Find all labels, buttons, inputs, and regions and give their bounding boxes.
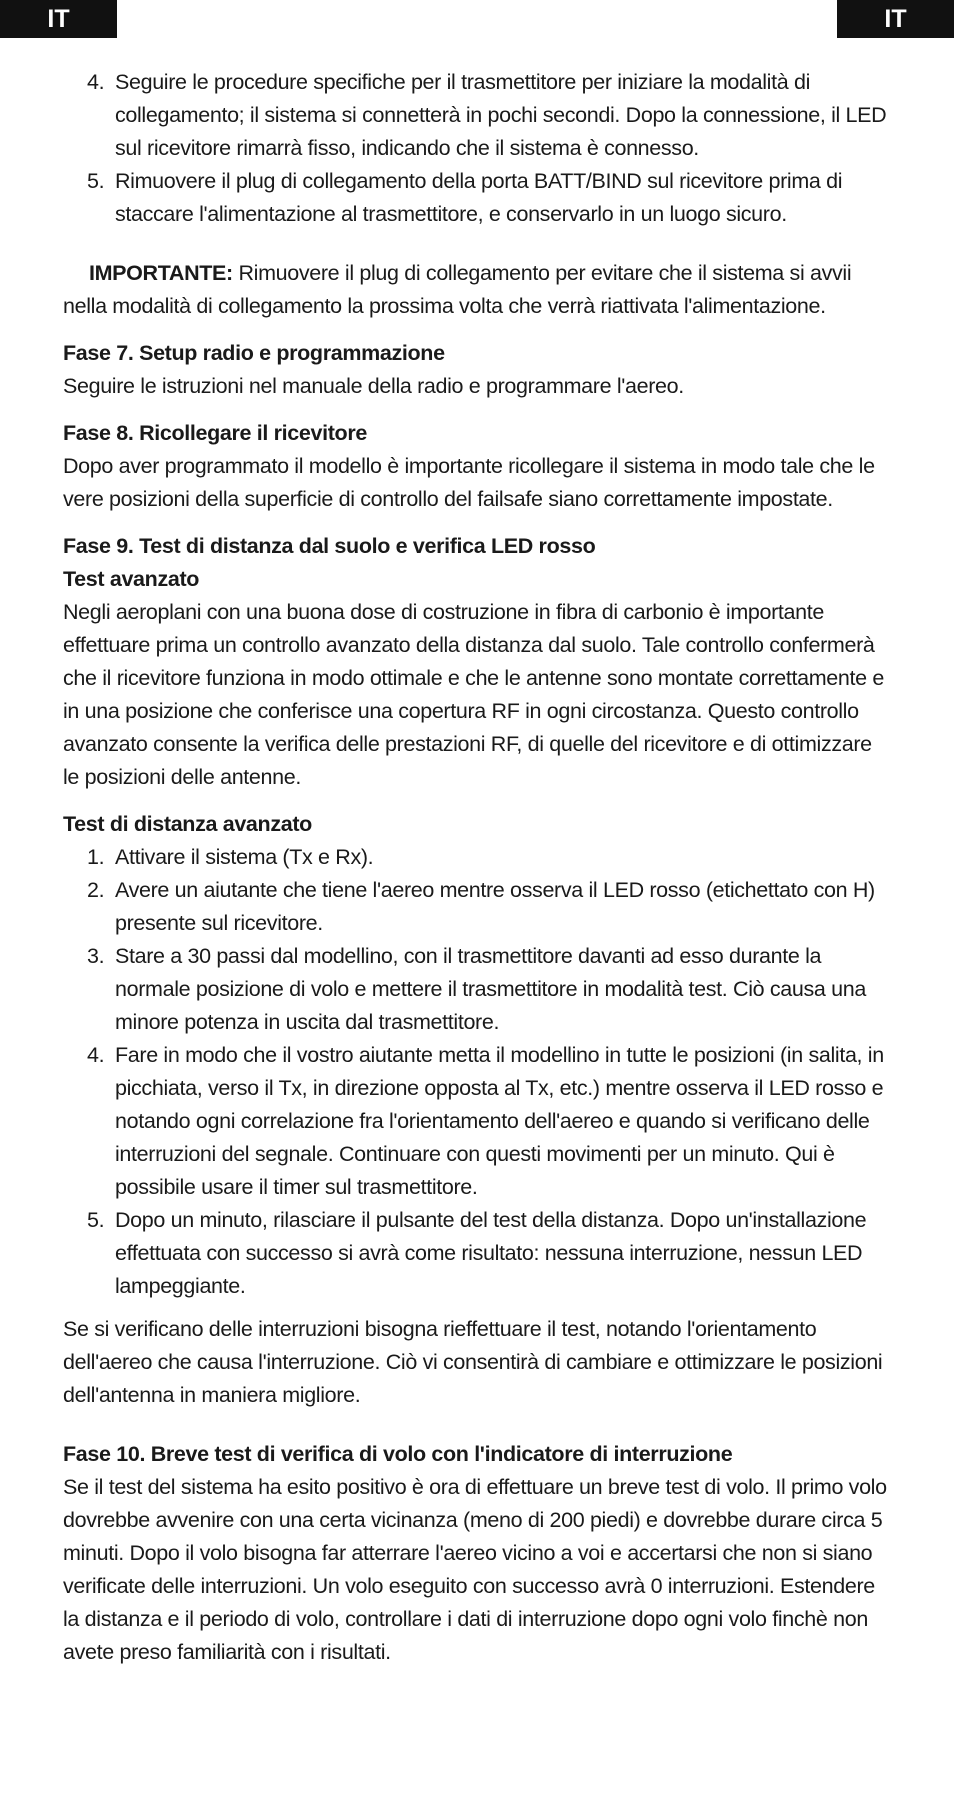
list-text: Rimuovere il plug di collegamento della porta BATT/BIND sul ricevitore prima di staccare l'alimentazione al trasmettitore, e conservarlo in un luogo sicuro. <box>115 169 843 226</box>
language-tab-left: IT <box>0 0 117 38</box>
list-item <box>63 874 893 940</box>
list-item <box>63 1204 893 1303</box>
language-tab-right: IT <box>837 0 954 38</box>
list-number: 2. <box>87 878 105 902</box>
list-text: Stare a 30 passi dal modellino, con il trasmettitore davanti ad esso durante la normale posizione di volo e mettere il trasmettitore in modalità test. Ciò causa una minore potenza in uscita dal trasmettitore. <box>115 944 866 1034</box>
step8-heading: Fase 8. Ricollegare il ricevitore <box>63 421 367 445</box>
list-number: 4. <box>87 1043 105 1067</box>
list-item <box>63 940 893 1039</box>
step9-text: Negli aeroplani con una buona dose di costruzione in fibra di carbonio è importante effettuare prima un controllo avanzato della distanza dal suolo. Tale controllo confermerà che il ricevitore funziona in modo ottimale e che le antenne sono montate correttamente e in una posizione che conferisce una copertura RF in ogni circostanza. Questo controllo avanzato consente la verifica delle prestazioni RF, di quelle del ricevitore e di ottimizzare le posizioni delle antenne. <box>63 600 884 789</box>
step10-text: Se il test del sistema ha esito positivo è ora di effettuare un breve test di volo. Il primo volo dovrebbe avvenire con una certa vicinanza (meno di 200 piedi) e dovrebbe durare circa 5 minuti. Dopo il volo bisogna far atterrare l'aereo vicino a voi e accertarsi che non si siano verificate delle interruzioni. Un volo eseguito con successo avrà 0 interruzioni. Estendere la distanza e il periodo di volo, controllare i dati di interruzione dopo ogni volo finchè non avete preso familiarità con i risultati. <box>63 1475 887 1664</box>
list-number: 5. <box>87 1208 105 1232</box>
list-item <box>63 165 893 231</box>
important-label: IMPORTANTE: <box>89 261 233 285</box>
step8-text: Dopo aver programmato il modello è importante ricollegare il sistema in modo tale che le vere posizioni della superficie di controllo del failsafe siano correttamente impostate. <box>63 454 875 511</box>
list-item <box>63 1039 893 1204</box>
list-number: 3. <box>87 944 105 968</box>
list-text: Attivare il sistema (Tx e Rx). <box>115 845 374 869</box>
bind-steps-list <box>63 66 893 231</box>
range-test-heading: Test di distanza avanzato <box>63 812 312 836</box>
list-number: 5. <box>87 169 105 193</box>
range-test-after-text: Se si verificano delle interruzioni bisogna rieffettuare il test, notando l'orientamento dell'aereo che causa l'interruzione. Ciò vi consentirà di cambiare e ottimizzare le posizioni dell'antenna in maniera migliore. <box>63 1317 883 1407</box>
step9-subheading: Test avanzato <box>63 567 200 591</box>
list-number: 1. <box>87 845 105 869</box>
list-text: Fare in modo che il vostro aiutante metta il modellino in tutte le posizioni (in salita, in picchiata, verso il Tx, in direzione opposta al Tx, etc.) mentre osserva il LED rosso e notando ogni correlazione fra l'orientamento dell'aereo e quando si verificano delle interruzioni del segnale. Continuare con questi movimenti per un minuto. Qui è possibile usare il timer sul trasmettitore. <box>115 1043 884 1199</box>
step9-heading: Fase 9. Test di distanza dal suolo e verifica LED rosso <box>63 534 596 558</box>
list-number: 4. <box>87 70 105 94</box>
step10-heading: Fase 10. Breve test di verifica di volo con l'indicatore di interruzione <box>63 1442 733 1466</box>
list-text: Seguire le procedure specifiche per il trasmettitore per iniziare la modalità di collegamento; il sistema si connetterà in pochi secondi. Dopo la connessione, il LED sul ricevitore rimarrà fisso, indicando che il sistema è connesso. <box>115 70 887 160</box>
step7-heading: Fase 7. Setup radio e programmazione <box>63 341 445 365</box>
list-text: Avere un aiutante che tiene l'aereo mentre osserva il LED rosso (etichettato con H) presente sul ricevitore. <box>115 878 875 935</box>
important-note <box>63 257 893 323</box>
page-content <box>63 66 893 1669</box>
list-item <box>63 66 893 165</box>
range-test-list <box>63 841 893 1303</box>
step7-text: Seguire le istruzioni nel manuale della radio e programmare l'aereo. <box>63 374 684 398</box>
important-text: Rimuovere il plug di collegamento per evitare che il sistema si avvii nella modalità di collegamento la prossima volta che verrà riattivata l'alimentazione. <box>63 261 852 318</box>
list-item <box>63 841 893 874</box>
list-text: Dopo un minuto, rilasciare il pulsante del test della distanza. Dopo un'installazione effettuata con successo si avrà come risultato: nessuna interruzione, nessun LED lampeggiante. <box>115 1208 867 1298</box>
